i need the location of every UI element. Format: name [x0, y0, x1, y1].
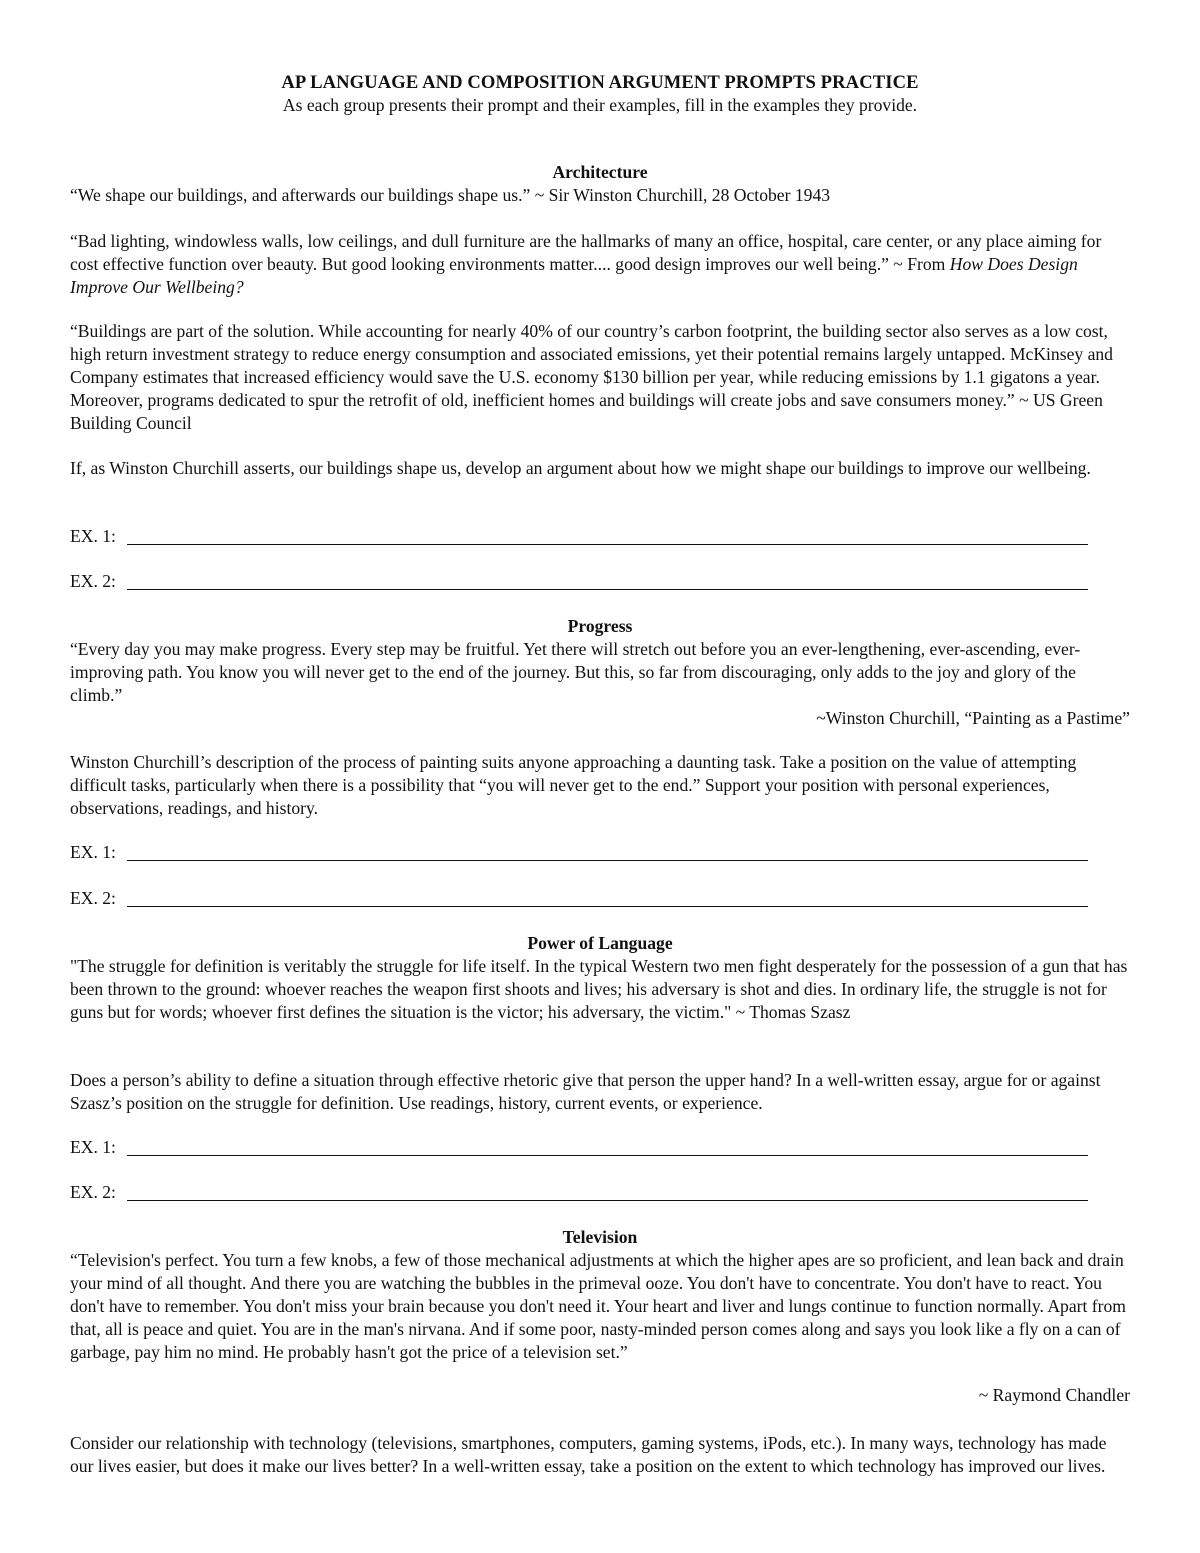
architecture-example-2-blank[interactable] [127, 589, 1088, 590]
television-attribution: ~ Raymond Chandler [978, 1385, 1130, 1405]
television-quote: “Television's perfect. You turn a few knobs, a few of those mechanical adjustments at which the higher apes are so proficient, and lean back and drain your mind of all thought. And there you are watching the bubbles in the primeval ooze. You don't have to concentrate. You don't have to react. You don't have to remember. You don't miss your brain because you don't need it. Your heart and liver and lungs continue to function normally. Apart from that, all is peace and quiet. You are in the man's nirvana. And if some poor, nasty-minded person comes along and says you look like a fly on a can of garbage, pay him no mind. He probably hasn't got the price of a television set.” [70, 1250, 1126, 1362]
progress-attribution: ~Winston Churchill, “Painting as a Pastime” [816, 708, 1130, 728]
section-heading-power-of-language: Power of Language [527, 933, 673, 953]
language-example-2-row [70, 1181, 1088, 1205]
progress-example-1-blank[interactable] [127, 860, 1088, 861]
progress-prompt: Winston Churchill’s description of the process of painting suits anyone approaching a daunting task. Take a position on the value of attempting difficult tasks, particularly when there is a possibility that “you will never get to the end.” Support your position with personal experiences, observations, readings, and history. [70, 752, 1077, 818]
architecture-prompt: If, as Winston Churchill asserts, our buildings shape us, develop an argument about how we might shape our buildings to improve our wellbeing. [70, 458, 1091, 478]
section-heading-architecture: Architecture [552, 162, 648, 182]
example-1-label: EX. 1: [70, 842, 116, 862]
example-2-label: EX. 2: [70, 571, 116, 591]
architecture-quote-design-text: “Bad lighting, windowless walls, low ceilings, and dull furniture are the hallmarks of many an office, hospital, care center, or any place aiming for cost effective function over beauty. But good looking environments matter.... good design improves our well being.” ~ From [70, 231, 1102, 274]
architecture-quote-usgbc: “Buildings are part of the solution. While accounting for nearly 40% of our country’s carbon footprint, the building sector also serves as a low cost, high return investment strategy to reduce energy consumption and associated emissions, yet their potential remains largely untapped. McKinsey and Company estimates that increased efficiency would save the U.S. economy $130 billion per year, while reducing emissions by 1.1 gigatons a year. Moreover, programs dedicated to spur the retrofit of old, inefficient homes and buildings will create jobs and save consumers money.” ~ US Green Building Council [70, 321, 1113, 433]
page-title: AP LANGUAGE AND COMPOSITION ARGUMENT PROMPTS PRACTICE [281, 72, 919, 93]
page-subtitle: As each group presents their prompt and their examples, fill in the examples they provide. [282, 95, 918, 115]
example-1-label: EX. 1: [70, 526, 116, 546]
architecture-quote-churchill: “We shape our buildings, and afterwards our buildings shape us.” ~ Sir Winston Churchill, 28 October 1943 [70, 185, 831, 205]
architecture-quote-design-source: How Does Design Improve Our Wellbeing? [70, 254, 1078, 297]
architecture-example-1-row [70, 525, 1088, 549]
architecture-quote-design [70, 230, 1132, 299]
language-prompt: Does a person’s ability to define a situation through effective rhetoric give that person the upper hand? In a well-written essay, argue for or against Szasz’s position on the struggle for definition. Use readings, history, current events, or experience. [70, 1070, 1101, 1113]
example-2-label: EX. 2: [70, 888, 116, 908]
section-heading-television: Television [562, 1227, 638, 1247]
example-1-label: EX. 1: [70, 1137, 116, 1157]
example-2-label: EX. 2: [70, 1182, 116, 1202]
architecture-example-2-row [70, 570, 1088, 594]
language-example-1-blank[interactable] [127, 1155, 1088, 1156]
language-quote: "The struggle for definition is veritably the struggle for life itself. In the typical Western two men fight desperately for the possession of a gun that has been thrown to the ground: whoever reaches the weapon first shoots and lives; his adversary is shot and dies. In ordinary life, the struggle is not for guns but for words; whoever first defines the situation is the victor; his adversary, the victim." ~ Thomas Szasz [70, 956, 1128, 1022]
progress-example-2-blank[interactable] [127, 906, 1088, 907]
section-heading-progress: Progress [567, 616, 633, 636]
language-example-2-blank[interactable] [127, 1200, 1088, 1201]
progress-quote: “Every day you may make progress. Every step may be fruitful. Yet there will stretch out before you an ever-lengthening, ever-ascending, ever-improving path. You know you will never get to the end of the journey. But this, so far from discouraging, only adds to the joy and glory of the climb.” [70, 639, 1081, 705]
progress-example-1-row [70, 841, 1088, 865]
architecture-example-1-blank[interactable] [127, 544, 1088, 545]
language-example-1-row [70, 1136, 1088, 1160]
progress-example-2-row [70, 887, 1088, 911]
television-prompt: Consider our relationship with technology (televisions, smartphones, computers, gaming systems, iPods, etc.). In many ways, technology has made our lives easier, but does it make our lives better? In a well-written essay, take a position on the extent to which technology has improved our lives. [70, 1433, 1107, 1476]
